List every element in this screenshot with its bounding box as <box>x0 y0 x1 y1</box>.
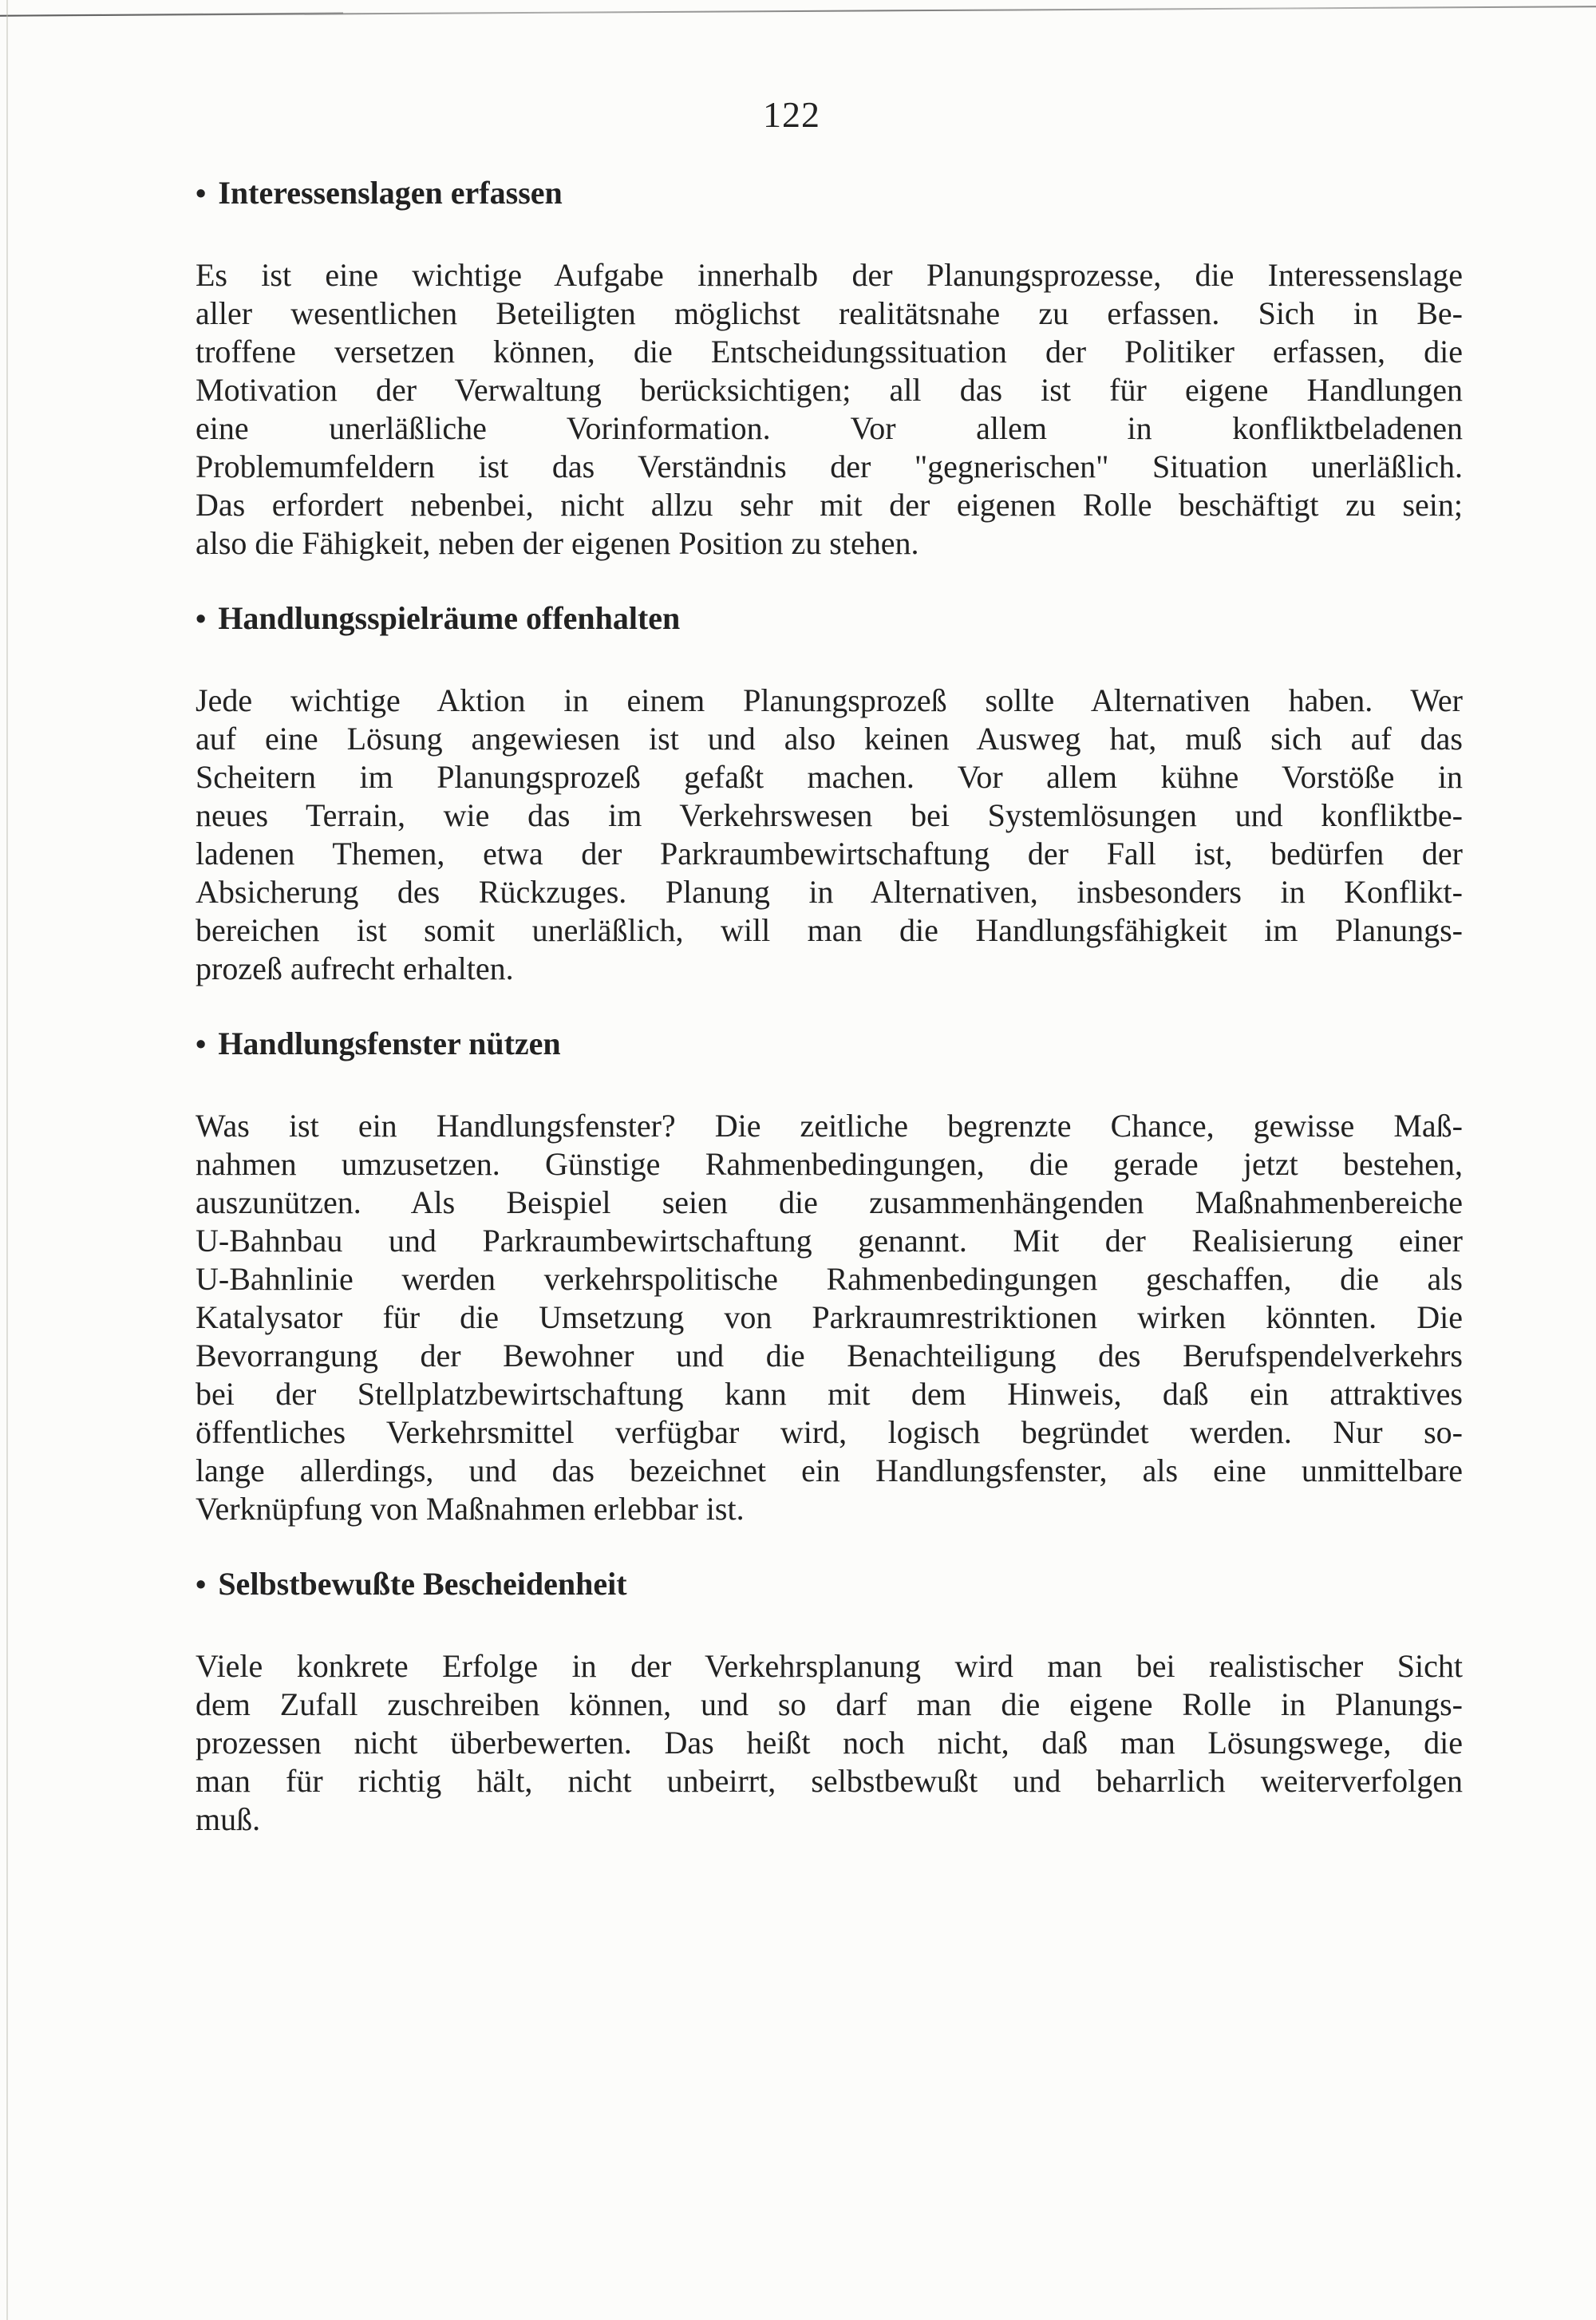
text-line: auf eine Lösung angewiesen ist und also keinen Ausweg hat, muß sich auf das <box>196 721 1463 757</box>
text-line: troffene versetzen können, die Entscheidungssituation der Politiker erfassen, die <box>196 334 1463 370</box>
text-line: eine unerläßliche Vorinformation. Vor allem in konfliktbeladenen <box>196 410 1463 446</box>
text-block <box>196 0 1463 1839</box>
text-line: Problemumfeldern ist das Verständnis der "gegnerischen" Situation unerläßlich. <box>196 449 1463 484</box>
section-heading <box>196 599 1463 638</box>
text-line: also die Fähigkeit, neben der eigenen Position zu stehen. <box>196 525 919 561</box>
paragraph <box>196 256 1463 563</box>
text-line: Es ist eine wichtige Aufgabe innerhalb der Planungsprozesse, die Interessenslage <box>196 257 1463 293</box>
text-line: aller wesentlichen Beteiligten möglichst realitätsnahe zu erfassen. Sich in Be- <box>196 295 1463 331</box>
text-line: bei der Stellplatzbewirtschaftung kann mit dem Hinweis, daß ein attraktives <box>196 1376 1463 1412</box>
text-line: dem Zufall zuschreiben können, und so darf man die eigene Rolle in Planungs- <box>196 1686 1463 1722</box>
section-heading-label: Handlungsfenster nützen <box>218 1026 561 1061</box>
text-line: öffentliches Verkehrsmittel verfügbar wird, logisch begründet werden. Nur so- <box>196 1414 1463 1450</box>
text-line: Das erfordert nebenbei, nicht allzu sehr mit der eigenen Rolle beschäftigt zu sein; <box>196 487 1463 523</box>
section-handlungsspielraeume <box>196 599 1463 988</box>
paragraph <box>196 682 1463 988</box>
text-line: Verknüpfung von Maßnahmen erlebbar ist. <box>196 1491 745 1527</box>
text-line: Katalysator für die Umsetzung von Parkraumrestriktionen wirken könnten. Die <box>196 1299 1463 1335</box>
section-selbstbewusste-bescheidenheit <box>196 1565 1463 1839</box>
section-heading-label: Handlungsspielräume offenhalten <box>218 600 681 636</box>
section-interessenslagen <box>196 174 1463 563</box>
scan-artifact-left-edge <box>6 0 8 2320</box>
text-line: Scheitern im Planungsprozeß gefaßt machen. Vor allem kühne Vorstöße in <box>196 759 1463 795</box>
text-line: Was ist ein Handlungsfenster? Die zeitliche begrenzte Chance, gewisse Maß- <box>196 1108 1463 1144</box>
text-line: man für richtig hält, nicht unbeirrt, selbstbewußt und beharrlich weiterverfolgen <box>196 1763 1463 1799</box>
section-handlungsfenster <box>196 1025 1463 1528</box>
text-line: muß. <box>196 1801 261 1837</box>
paragraph <box>196 1107 1463 1528</box>
text-line: Bevorrangung der Bewohner und die Benachteiligung des Berufspendelverkehrs <box>196 1338 1463 1373</box>
section-heading <box>196 174 1463 213</box>
bullet-icon: • <box>196 177 207 211</box>
text-line: Jede wichtige Aktion in einem Planungsprozeß sollte Alternativen haben. Wer <box>196 682 1463 718</box>
text-line: lange allerdings, und das bezeichnet ein Handlungsfenster, als eine unmittelbare <box>196 1452 1463 1488</box>
text-line: Viele konkrete Erfolge in der Verkehrsplanung wird man bei realistischer Sicht <box>196 1648 1463 1684</box>
text-line: U-Bahnlinie werden verkehrspolitische Rahmenbedingungen geschaffen, die als <box>196 1261 1463 1297</box>
bullet-icon: • <box>196 603 207 636</box>
page-number: 122 <box>763 94 820 135</box>
text-line: ladenen Themen, etwa der Parkraumbewirtschaftung der Fall ist, bedürfen der <box>196 836 1463 871</box>
text-line: prozessen nicht überbewerten. Das heißt noch nicht, daß man Lösungswege, die <box>196 1725 1463 1761</box>
text-line: Motivation der Verwaltung berücksichtigen; all das ist für eigene Handlungen <box>196 372 1463 408</box>
section-heading <box>196 1565 1463 1604</box>
text-line: nahmen umzusetzen. Günstige Rahmenbedingungen, die gerade jetzt bestehen, <box>196 1146 1463 1182</box>
text-line: bereichen ist somit unerläßlich, will man die Handlungsfähigkeit im Planungs- <box>196 912 1463 948</box>
section-heading-label: Interessenslagen erfassen <box>218 175 563 211</box>
bullet-icon: • <box>196 1028 207 1061</box>
section-heading <box>196 1025 1463 1064</box>
text-line: prozeß aufrecht erhalten. <box>196 951 514 986</box>
bullet-icon: • <box>196 1568 207 1602</box>
text-line: auszunützen. Als Beispiel seien die zusammenhängenden Maßnahmenbereiche <box>196 1184 1463 1220</box>
text-line: neues Terrain, wie das im Verkehrswesen bei Systemlösungen und konfliktbe- <box>196 797 1463 833</box>
text-line: U-Bahnbau und Parkraumbewirtschaftung genannt. Mit der Realisierung einer <box>196 1223 1463 1259</box>
section-heading-label: Selbstbewußte Bescheidenheit <box>218 1566 627 1602</box>
text-line: Absicherung des Rückzuges. Planung in Alternativen, insbesonders in Konflikt- <box>196 874 1463 910</box>
paragraph <box>196 1647 1463 1839</box>
